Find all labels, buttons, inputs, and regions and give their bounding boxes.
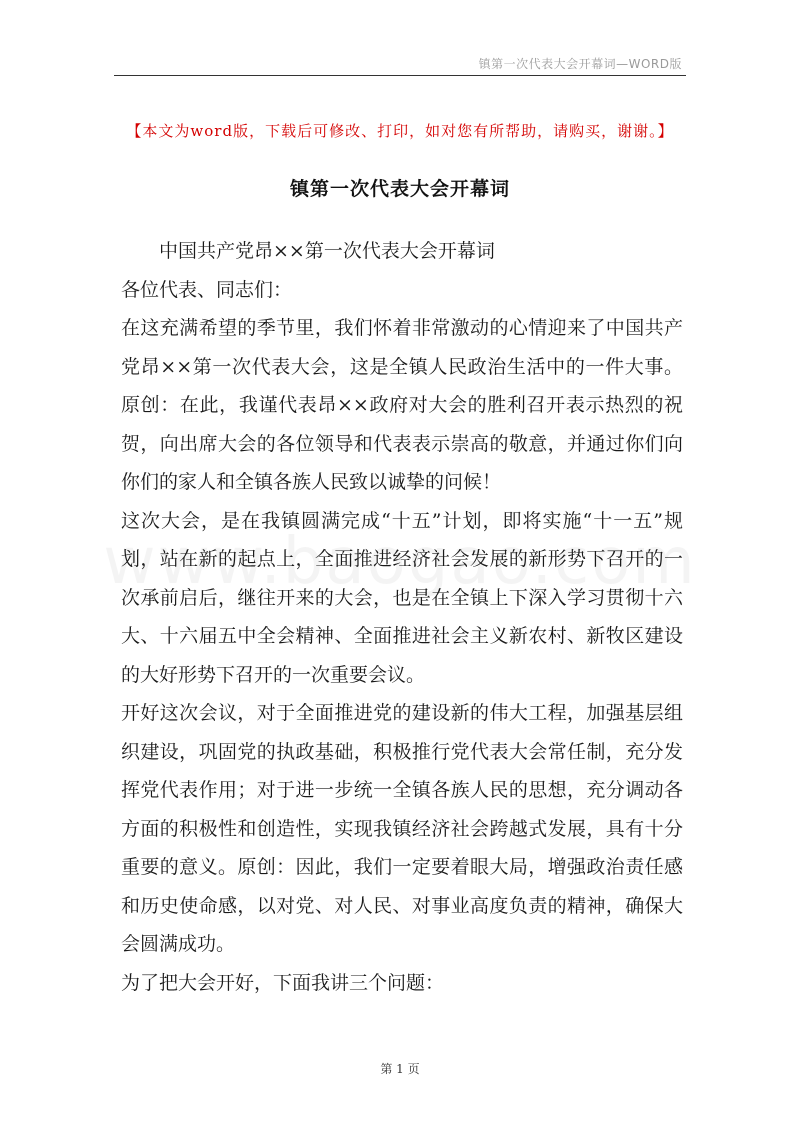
- document-body: [121, 232, 683, 1002]
- body-paragraph: 这次大会，是在我镇圆满完成“十五”计划，即将实施“十一五”规划，站在新的起点上，全面推进经济社会发展的新形势下召开的一次承前启后，继往开来的大会，也是在全镇上下深入学习贯彻十六大、十六届五中全会精神、全面推进社会主义新农村、新牧区建设的大好形势下召开的一次重要会议。: [121, 509, 683, 686]
- running-header: 镇第一次代表大会开幕词—WORD版: [478, 57, 682, 71]
- header-divider: [114, 75, 686, 76]
- body-paragraph-subtitle: 中国共产党昂××第一次代表大会开幕词: [159, 240, 495, 262]
- body-paragraph: 为了把大会开好，下面我讲三个问题：: [121, 971, 445, 994]
- body-paragraph: 开好这次会议，对于全面推进党的建设新的伟大工程，加强基层组织建设，巩固党的执政基础，积极推行党代表大会常任制，充分发挥党代表作用；对于进一步统一全镇各族人民的思想，充分调动各方面的积极性和创造性，实现我镇经济社会跨越式发展，具有十分重要的意义。原创：因此，我们一定要着眼大局，增强政治责任感和历史使命感，以对党、对人民、对事业高度负责的精神，确保大会圆满成功。: [121, 702, 683, 955]
- page-number: 第 1 页: [380, 1062, 420, 1076]
- body-paragraph: 在这充满希望的季节里，我们怀着非常激动的心情迎来了中国共产党昂××第一次代表大会，这是全镇人民政治生活中的一件大事。原创：在此，我谨代表昂××政府对大会的胜利召开表示热烈的祝贺，向出席大会的各位领导和代表表示崇高的敬意，并通过你们向你们的家人和全镇各族人民致以诚挚的问候！: [121, 317, 683, 493]
- body-paragraph-salutation: 各位代表、同志们：: [121, 278, 293, 301]
- purchase-notice: 【本文为word版，下载后可修改、打印，如对您有所帮助，请购买，谢谢。】: [126, 122, 674, 140]
- document-title: 镇第一次代表大会开幕词: [289, 178, 510, 200]
